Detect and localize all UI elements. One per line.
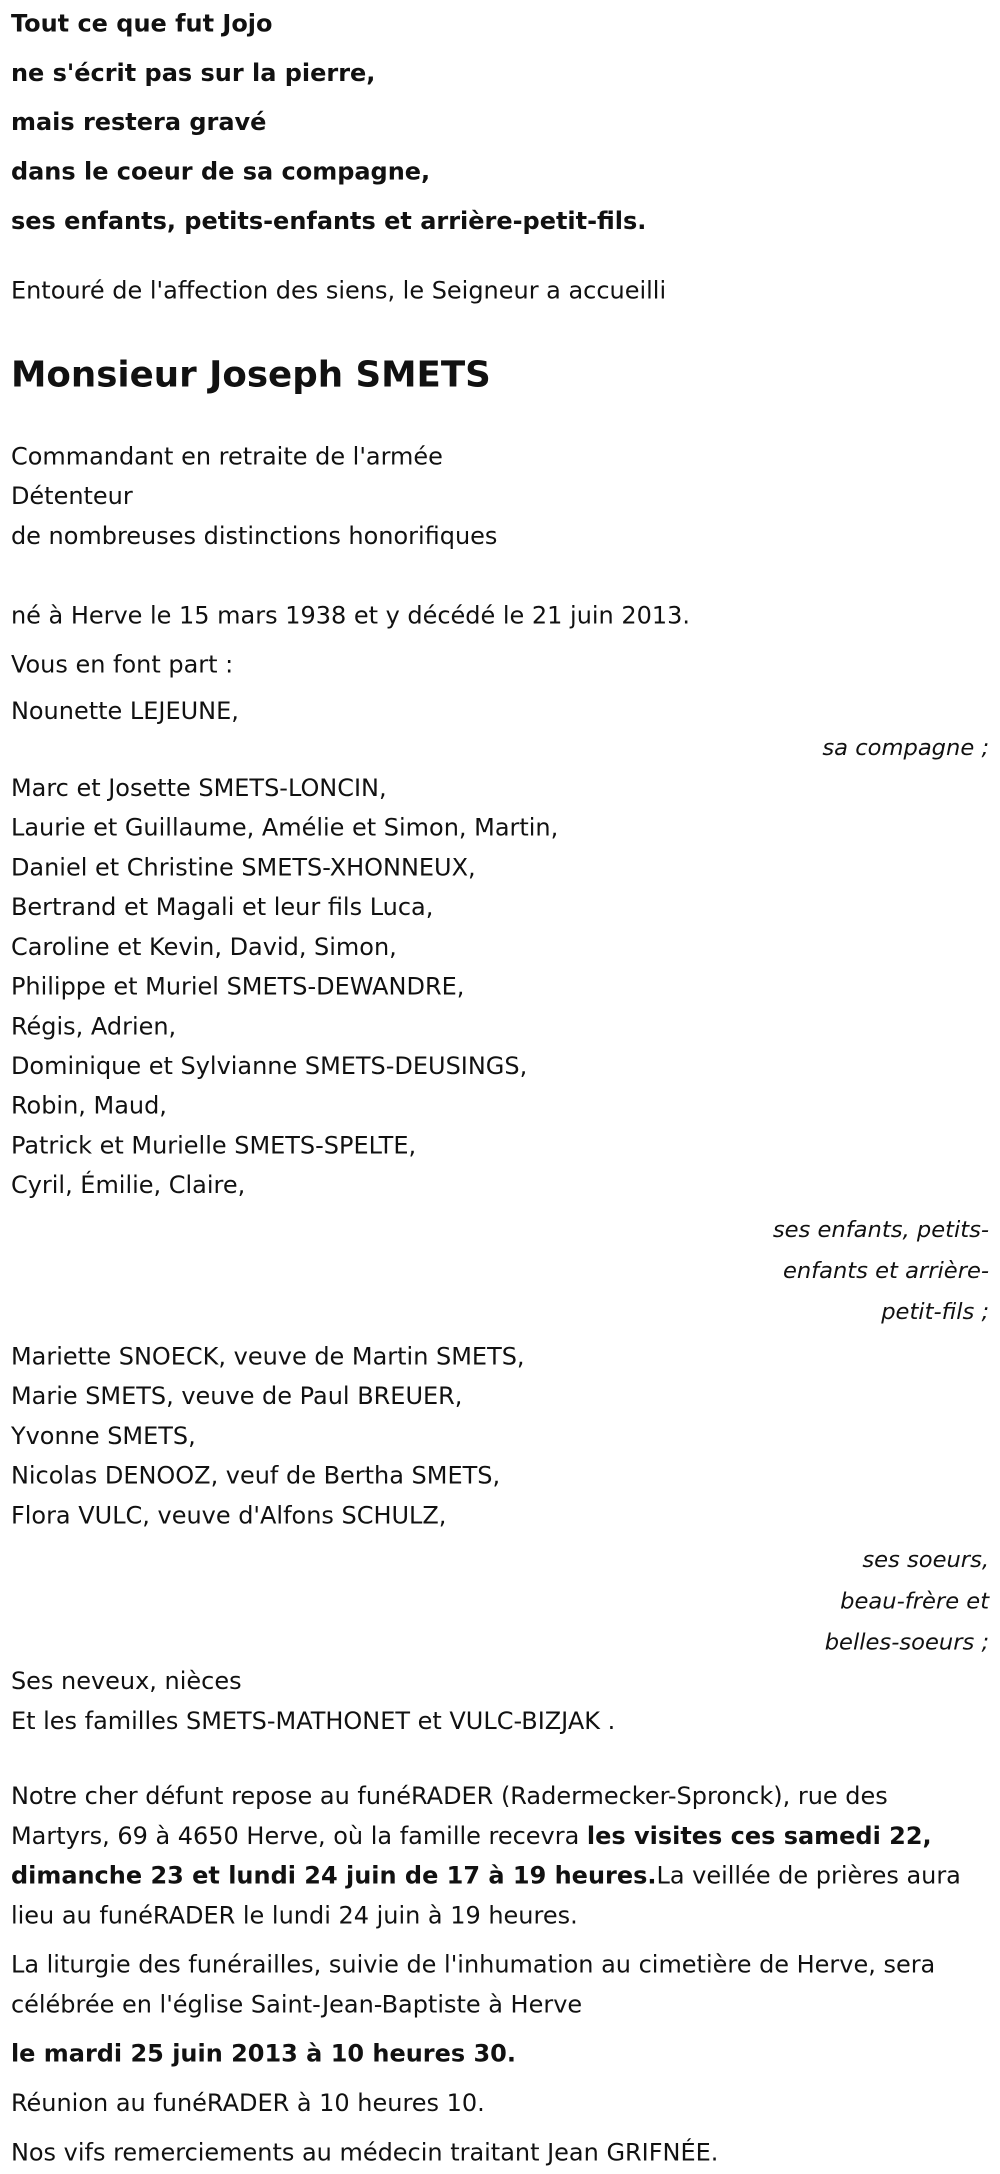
quote-line: Tout ce que fut Jojo [10, 10, 273, 39]
siblings-list [11, 1338, 989, 1537]
titles-block [11, 438, 989, 557]
children-relation: ses enfants, petits- enfants et arrière- petit-fils ; [772, 1216, 990, 1325]
family-line: Ses neveux, nièces [10, 1668, 242, 1696]
list-item: Bertrand et Magali et leur fils Luca, [10, 894, 434, 922]
list-item: Laurie et Guillaume, Amélie et Simon, Martin, [10, 815, 559, 843]
birth-death-line: né à Herve le 15 mars 1938 et y décédé le 21 juin 2013. [10, 602, 691, 631]
title-line: de nombreuses distinctions honorifiques [10, 523, 498, 551]
title-line: Détenteur [10, 483, 133, 511]
quote-line: mais restera gravé [10, 109, 267, 137]
quote-line: ses enfants, petits-enfants et arrière-petit-fils. [10, 208, 647, 236]
list-item: Philippe et Muriel SMETS-DEWANDRE, [10, 973, 465, 1002]
list-item: Nicolas DENOOZ, veuf de Bertha SMETS, [10, 1463, 501, 1491]
liturgy-paragraph: La liturgie des funérailles, suivie de l'inhumation au cimetière de Herve, sera célébrée en l'église Saint-Jean-Baptiste à Herve [10, 1952, 936, 2020]
family-line: Et les familles SMETS-MATHONET et VULC-BIZJAK . [10, 1708, 616, 1736]
quote-line: ne s'écrit pas sur la pierre, [10, 60, 376, 88]
list-item: Caroline et Kevin, David, Simon, [10, 934, 397, 962]
list-item: Flora VULC, veuve d'Alfons SCHULZ, [10, 1502, 447, 1531]
list-item: Marie SMETS, veuve de Paul BREUER, [10, 1383, 463, 1411]
intro-text: Entouré de l'affection des siens, le Seigneur a accueilli [10, 278, 667, 306]
ceremony-date: le mardi 25 juin 2013 à 10 heures 30. [10, 2041, 516, 2069]
quote-line: dans le coeur de sa compagne, [10, 158, 431, 187]
list-item: Cyril, Émilie, Claire, [10, 1172, 246, 1201]
siblings-relation: ses soeurs, beau-frère et belles-soeurs ; [824, 1546, 990, 1655]
announcement-line: Vous en font part : [10, 652, 234, 680]
visitation-hours: les visites ces samedi 22, dimanche 23 et lundi 24 juin de 17 à 19 heures. [10, 1823, 932, 1891]
list-item: Régis, Adrien, [10, 1013, 177, 1042]
list-item: Daniel et Christine SMETS-XHONNEUX, [10, 854, 476, 883]
children-list [11, 770, 989, 1207]
list-item: Mariette SNOECK, veuve de Martin SMETS, [10, 1343, 525, 1372]
list-item: Robin, Maud, [10, 1093, 167, 1121]
partner-name: Nounette LEJEUNE, [10, 698, 239, 727]
visitation-text: Notre cher défunt repose au funéRADER (Radermecker-Spronck), rue des Martyrs, 69 à 4650 Herve, où la famille recevra [10, 1783, 888, 1851]
list-item: Marc et Josette SMETS-LONCIN, [10, 775, 387, 803]
meeting-line: Réunion au funéRADER à 10 heures 10. [10, 2090, 485, 2118]
list-item: Yvonne SMETS, [10, 1423, 196, 1451]
memorial-quote [11, 0, 989, 247]
list-item: Patrick et Murielle SMETS-SPELTE, [10, 1132, 417, 1161]
thanks-line: Nos vifs remerciements au médecin traitant Jean GRIFNÉE. [10, 2139, 719, 2168]
family-block [11, 1663, 989, 1742]
deceased-name: Monsieur Joseph SMETS [10, 354, 491, 396]
vigil-text: La veillée de prières aura lieu au funéRADER le lundi 24 juin à 19 heures. [10, 1863, 961, 1931]
list-item: Dominique et Sylvianne SMETS-DEUSINGS, [10, 1053, 528, 1081]
visitation-paragraph [11, 1778, 989, 1937]
title-line: Commandant en retraite de l'armée [10, 443, 443, 472]
partner-relation: sa compagne ; [822, 734, 990, 761]
